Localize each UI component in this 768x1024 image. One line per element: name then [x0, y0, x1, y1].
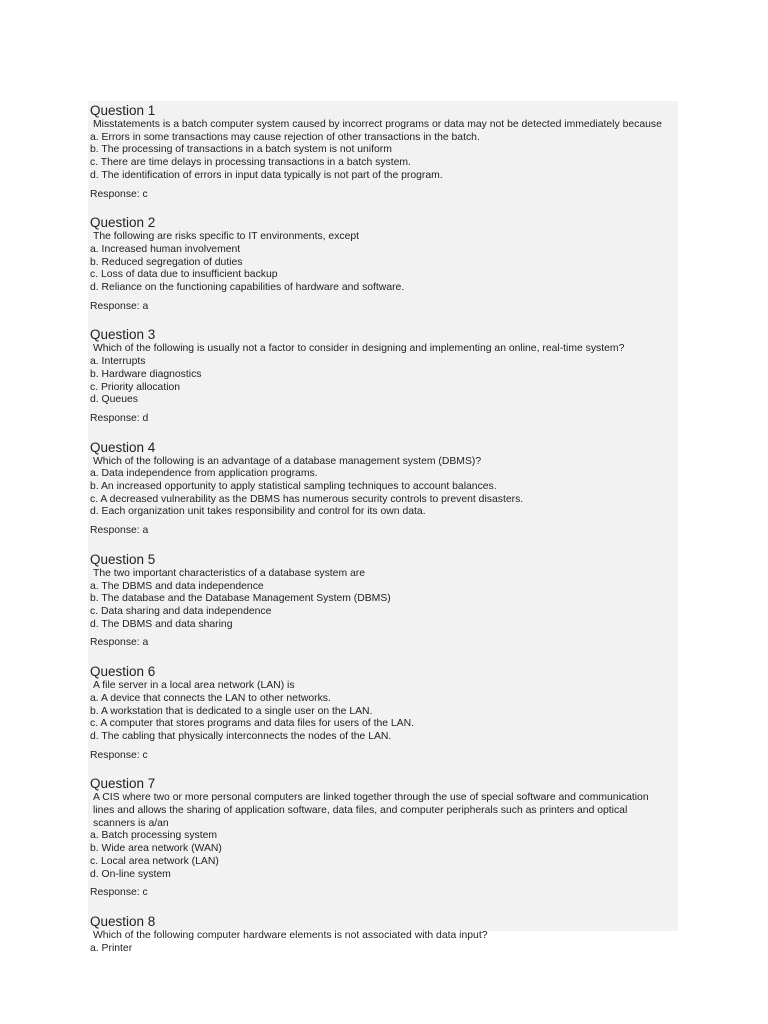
question-2 — [90, 213, 678, 313]
option-c: c. A computer that stores programs and data files for users of the LAN. — [90, 718, 415, 730]
option-c: c. There are time delays in processing transactions in a batch system. — [90, 157, 411, 169]
option-d: d. The DBMS and data sharing — [90, 618, 233, 630]
option-a: a. Interrupts — [90, 356, 146, 368]
option-b: b. The database and the Database Management System (DBMS) — [90, 593, 391, 605]
question-5 — [90, 550, 678, 650]
question-4 — [90, 438, 678, 538]
option-c: c. Loss of data due to insufficient backup — [90, 269, 278, 281]
question-7 — [90, 774, 678, 900]
option-d: d. Queues — [90, 394, 138, 406]
response-text: Response: a — [90, 525, 149, 537]
question-1 — [90, 101, 678, 201]
question-text: Which of the following is usually not a factor to consider in designing and implementing an online, real-time system? — [93, 343, 625, 355]
response-text: Response: c — [90, 749, 148, 761]
option-c: c. Priority allocation — [90, 381, 181, 393]
option-d: d. The identification of errors in input data typically is not part of the program. — [90, 169, 443, 181]
question-title: Question 1 — [90, 103, 156, 118]
option-d: d. The cabling that physically interconnects the nodes of the LAN. — [90, 730, 392, 742]
response-text: Response: a — [90, 300, 149, 312]
option-a: a. Data independence from application programs. — [90, 468, 318, 480]
question-3 — [90, 325, 678, 425]
response-text: Response: a — [90, 637, 149, 649]
option-b: b. An increased opportunity to apply statistical sampling techniques to account balances. — [90, 481, 497, 493]
option-d: d. Reliance on the functioning capabilities of hardware and software. — [90, 282, 405, 294]
question-text: Misstatements is a batch computer system caused by incorrect programs or data may not be detected immediately because — [93, 119, 662, 130]
option-c: c. Local area network (LAN) — [90, 855, 219, 867]
option-d: d. On-line system — [90, 868, 171, 880]
option-b: b. A workstation that is dedicated to a single user on the LAN. — [90, 705, 373, 717]
question-6 — [90, 662, 678, 762]
option-a: a. Errors in some transactions may cause rejection of other transactions in the batch. — [90, 131, 480, 143]
question-8 — [90, 912, 678, 955]
option-a: a. Batch processing system — [90, 830, 218, 842]
option-c: c. A decreased vulnerability as the DBMS has numerous security controls to prevent disasters. — [90, 493, 524, 505]
question-title: Question 8 — [90, 913, 156, 929]
question-text: A file server in a local area network (LAN) is — [93, 680, 295, 692]
option-c: c. Data sharing and data independence — [90, 605, 272, 617]
question-text: A CIS where two or more personal computers are linked together through the use of special software and communication lines and allows the sharing of application software, data files, and computer peripherals such as printers and optical scanners is a/an — [93, 792, 652, 829]
question-title: Question 3 — [90, 327, 156, 343]
question-title: Question 5 — [90, 551, 156, 567]
option-a: a. A device that connects the LAN to other networks. — [90, 692, 331, 704]
response-text: Response: c — [90, 887, 148, 899]
document-page — [88, 101, 678, 954]
option-b: b. Hardware diagnostics — [90, 368, 202, 380]
question-text: The two important characteristics of a database system are — [93, 567, 366, 579]
option-b: b. Reduced segregation of duties — [90, 256, 243, 268]
response-text: Response: c — [90, 188, 148, 200]
question-text: Which of the following computer hardware elements is not associated with data input? — [93, 929, 488, 941]
question-title: Question 7 — [90, 776, 156, 792]
question-list — [88, 101, 678, 955]
question-text: Which of the following is an advantage of a database management system (DBMS)? — [93, 455, 482, 467]
question-text: The following are risks specific to IT environments, except — [93, 231, 360, 243]
option-b: b. Wide area network (WAN) — [90, 843, 222, 855]
option-d: d. Each organization unit takes responsibility and control for its own data. — [90, 506, 426, 518]
question-title: Question 4 — [90, 439, 156, 455]
option-a: a. The DBMS and data independence — [90, 580, 264, 592]
option-a: a. Increased human involvement — [90, 243, 241, 255]
question-title: Question 6 — [90, 664, 156, 680]
option-b: b. The processing of transactions in a batch system is not uniform — [90, 144, 392, 156]
question-title: Question 2 — [90, 215, 156, 231]
response-text: Response: d — [90, 412, 149, 424]
option-a: a. Printer — [90, 942, 133, 954]
